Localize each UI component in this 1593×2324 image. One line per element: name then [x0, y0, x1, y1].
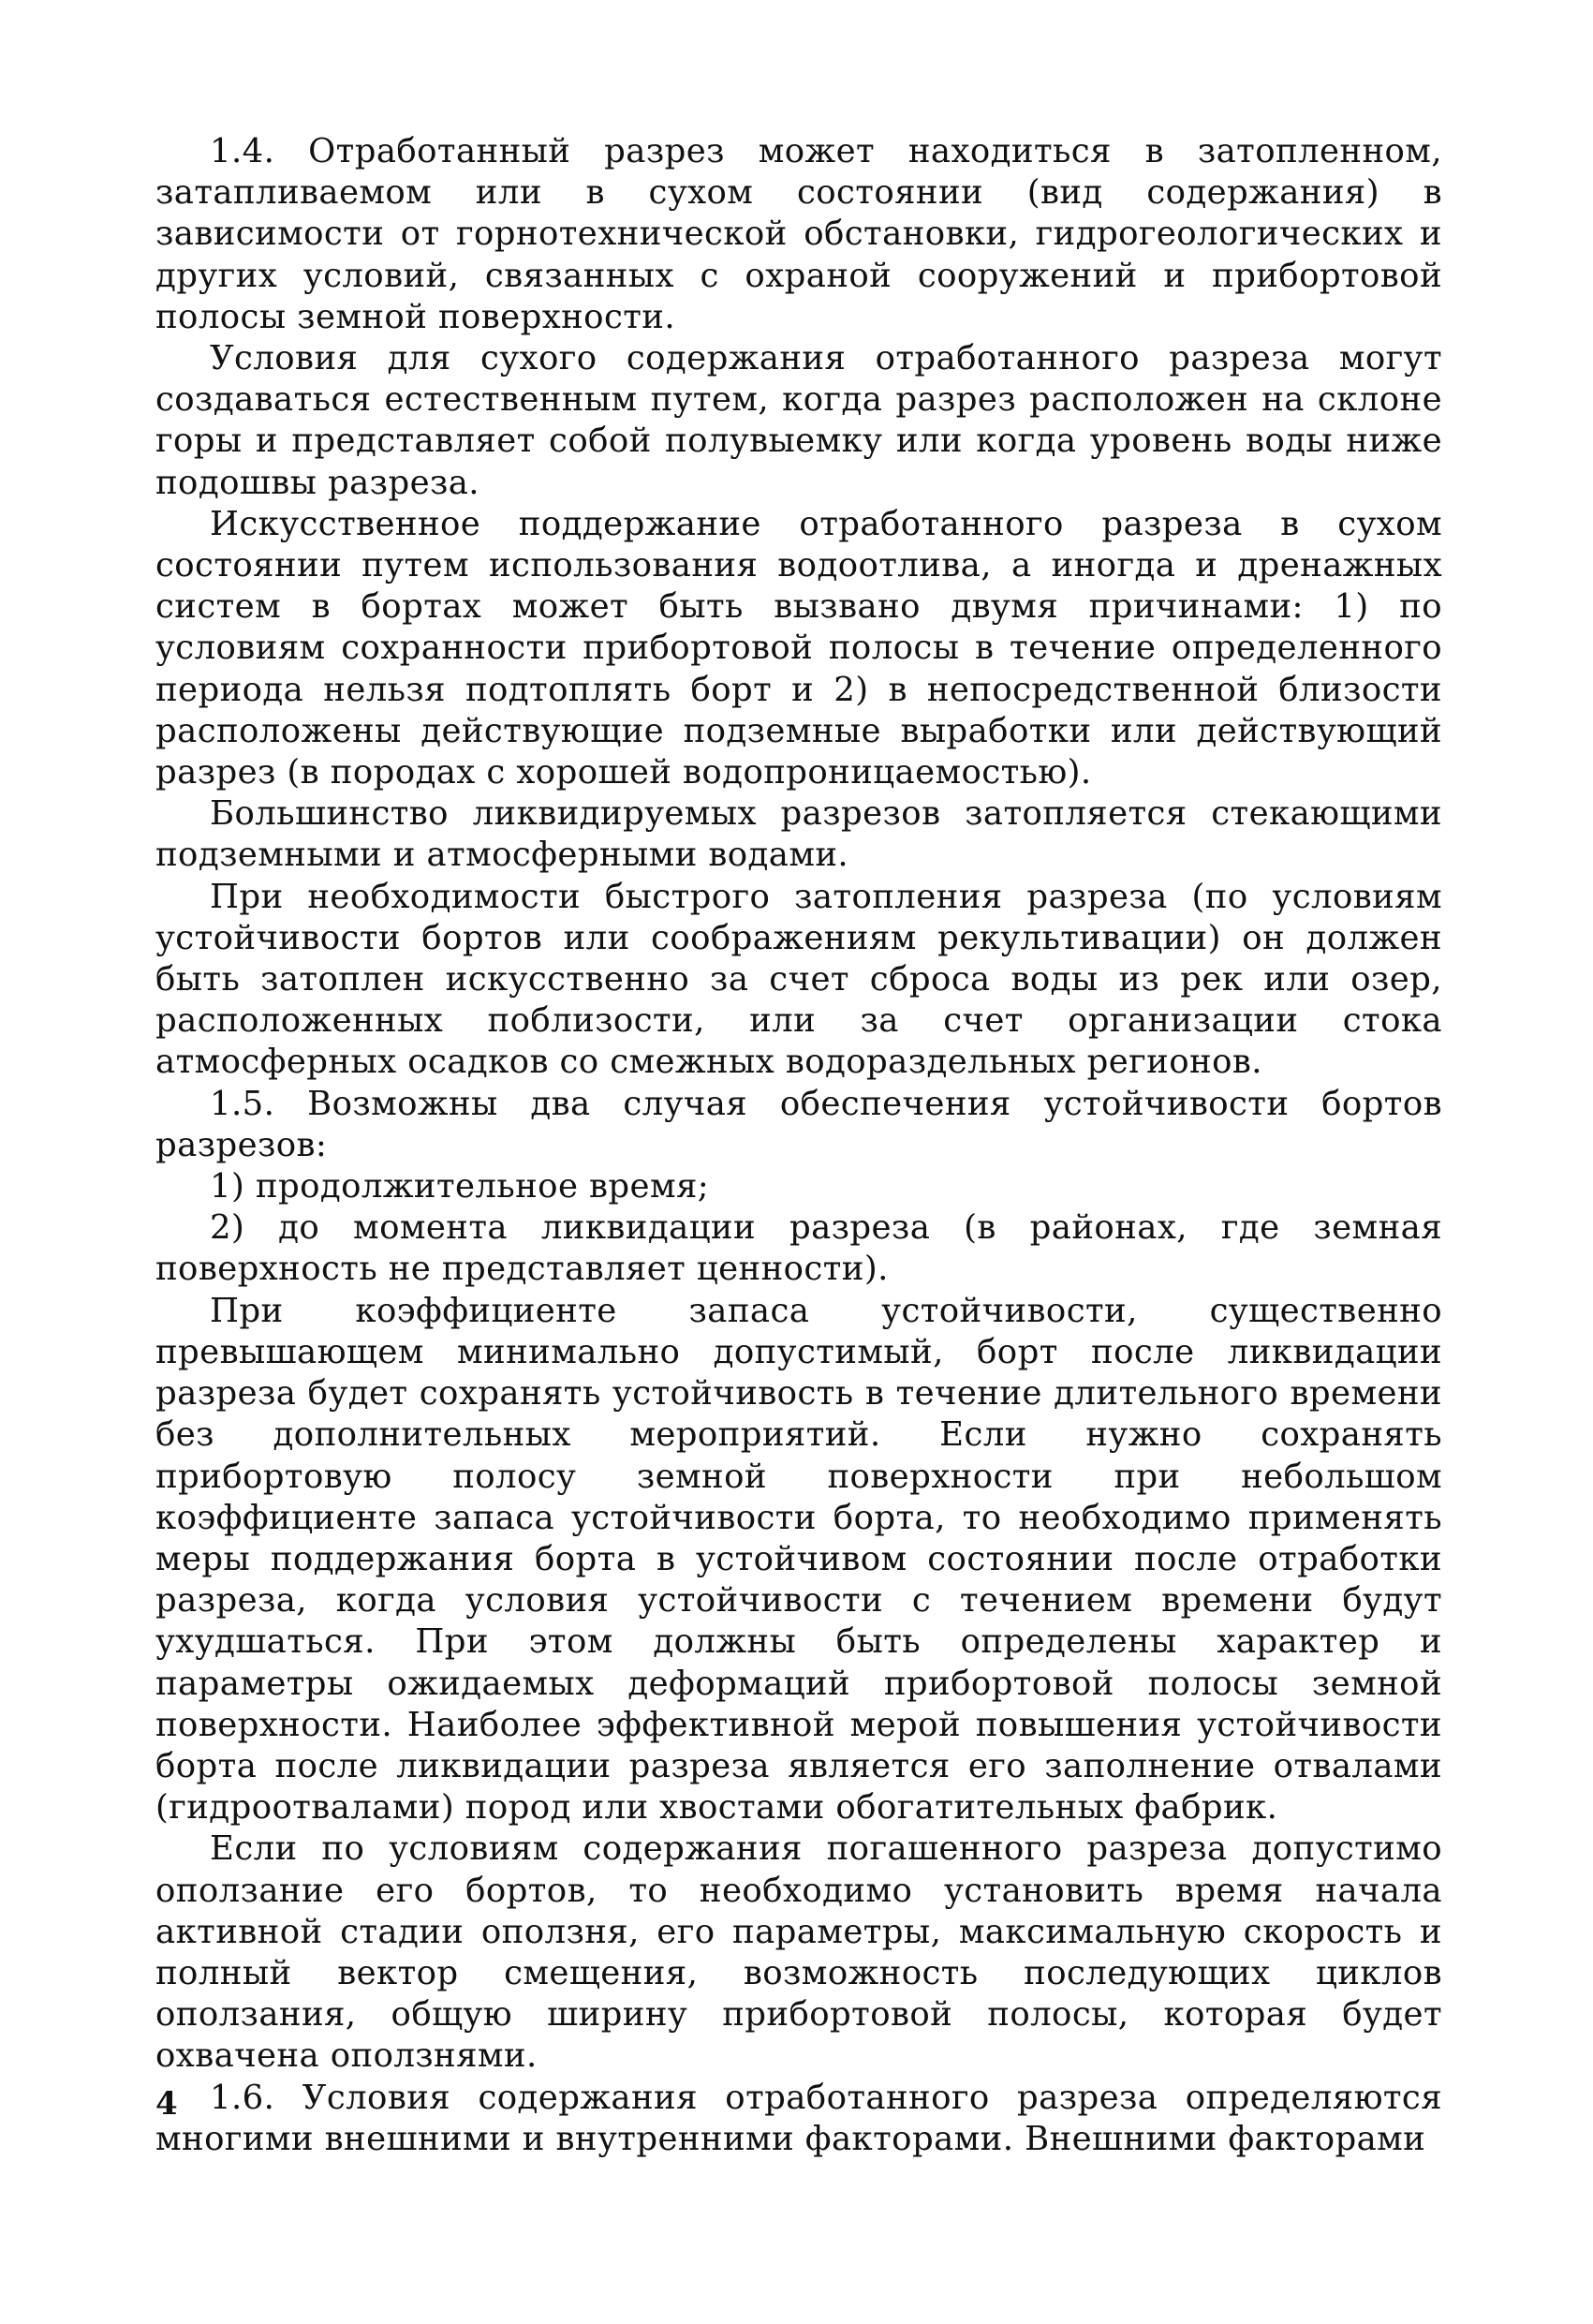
paragraph-stability-coefficient: При коэффициенте запаса устойчивости, существенно превышающем минимально допустимый, борт после ликвидации разреза будет сохранять устойчивость в течение длительного времени без дополнительных мероприятий. Если нужно сохранять прибортовую полосу земной поверхности при небольшом коэффициенте запаса устойчивости борта, то необходимо применять меры поддержания борта в устойчивом состоянии после отработки разреза, когда условия устойчивости с течением времени будут ухудшаться. При этом должны быть определены характер и параметры ожидаемых деформаций прибортовой полосы земной поверхности. Наиболее эффективной мерой повышения устойчивости борта после ликвидации разреза является его заполнение отвалами (гидроотвалами) пород или хвостами обогатительных фабрик.	[155, 1291, 1442, 1828]
paragraph-landslide: Если по условиям содержания погашенного разреза допустимо оползание его бортов, то необходимо установить время начала активной стадии оползня, его параметры, максимальную скорость и полный вектор смещения, возможность последующих циклов оползания, общую ширину прибортовой полосы, которая будет охвачена оползнями.	[155, 1829, 1442, 2076]
paragraph-majority-flooded: Большинство ликвидируемых разрезов затопляется стекающими подземными и атмосферными водами.	[155, 794, 1442, 875]
list-item-2: 2) до момента ликвидации разреза (в районах, где земная поверхность не представляет ценности).	[155, 1208, 1442, 1289]
paragraph-1-5: 1.5. Возможны два случая обеспечения устойчивости бортов разрезов:	[155, 1084, 1442, 1164]
paragraph-1-6: 1.6. Условия содержания отработанного разреза определяются многими внешними и внутренними факторами. Внешними факторами	[155, 2078, 1442, 2158]
page-number: 4	[155, 2085, 178, 2123]
paragraph-1-4: 1.4. Отработанный разрез может находиться в затопленном, затапливаемом или в сухом состоянии (вид содержания) в зависимости от горнотехнической обстановки, гидрогеологических и других условий, связанных с охраной сооружений и прибортовой полосы земной поверхности.	[155, 132, 1442, 336]
paragraph-artificial-support: Искусственное поддержание отработанного разреза в сухом состоянии путем использования водоотлива, а иногда и дренажных систем в бортах может быть вызвано двумя причинами: 1) по условиям сохранности прибортовой полосы в течение определенного периода нельзя подтоплять борт и 2) в непосредственной близости расположены действующие подземные выработки или действующий разрез (в породах с хорошей водопроницаемостью).	[155, 504, 1442, 792]
paragraph-fast-flooding: При необходимости быстрого затопления разреза (по условиям устойчивости бортов или соображениям рекультивации) он должен быть затоплен искусственно за счет сброса воды из рек или озер, расположенных поблизости, или за счет организации стока атмосферных осадков со смежных водораздельных регионов.	[155, 877, 1442, 1082]
body-text	[155, 131, 1442, 2160]
paragraph-dry-conditions: Условия для сухого содержания отработанного разреза могут создаваться естественным путем, когда разрез расположен на склоне горы и представляет собой полувыемку или когда уровень воды ниже подошвы разреза.	[155, 339, 1442, 502]
list-item-1: 1) продолжительное время;	[210, 1167, 710, 1206]
